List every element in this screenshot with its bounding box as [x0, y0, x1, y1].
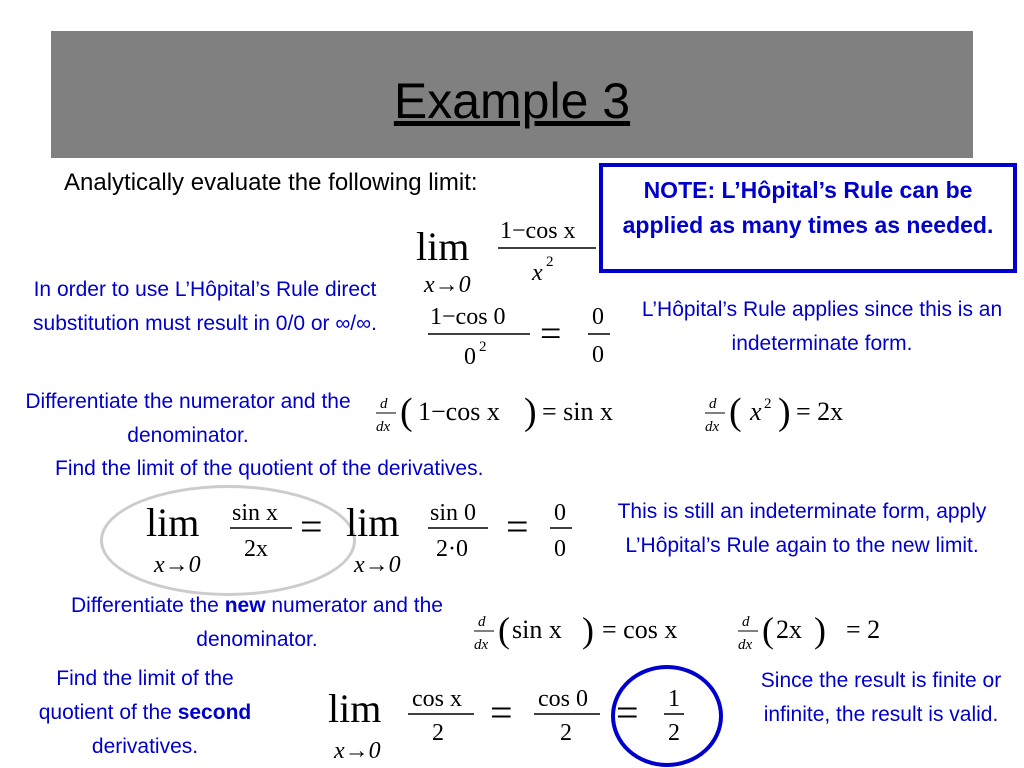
- svg-text:dx: dx: [376, 419, 391, 435]
- deriv-den-result: = 2x: [796, 397, 844, 426]
- svg-text:2: 2: [432, 720, 444, 746]
- svg-text:lim: lim: [146, 500, 200, 545]
- svg-text:2: 2: [668, 720, 680, 746]
- svg-text:): ): [778, 391, 791, 433]
- lim-subscript: x→0: [424, 272, 471, 298]
- slide-title: Example 3: [393, 73, 631, 129]
- svg-text:=: =: [300, 504, 323, 549]
- svg-text:cos x: cos x: [412, 686, 462, 712]
- svg-text:x→0: x→0: [354, 552, 401, 578]
- svg-text:2x: 2x: [776, 615, 802, 644]
- valid-note: Since the result is finite or infinite, the result is valid.: [760, 669, 1002, 726]
- svg-text:sin x: sin x: [232, 500, 279, 526]
- applies-note: L’Hôpital’s Rule applies since this is an indeterminate form.: [641, 298, 1003, 355]
- svg-text:x→0: x→0: [154, 552, 201, 578]
- svg-text:2·0: 2·0: [436, 536, 468, 562]
- sub-numerator: 1−cos 0: [430, 304, 506, 330]
- intro-text: Analytically evaluate the following limit:: [64, 169, 478, 196]
- svg-text:dx: dx: [474, 637, 489, 653]
- close-paren: ): [524, 391, 537, 433]
- svg-text:dx: dx: [738, 637, 753, 653]
- open-paren: (: [400, 391, 413, 433]
- still-indeterminate-note: This is still an indeterminate form, apply L’Hôpital’s Rule again to the new limit.: [617, 500, 987, 557]
- svg-text:d: d: [742, 614, 750, 630]
- svg-text:sin x: sin x: [512, 615, 562, 644]
- derivative-expressions: [372, 388, 892, 440]
- svg-text:1: 1: [668, 686, 680, 712]
- svg-text:(: (: [729, 391, 742, 433]
- svg-text:(: (: [762, 610, 774, 650]
- svg-text:= 2: = 2: [846, 615, 881, 644]
- equals-sign: =: [540, 313, 562, 355]
- numerator: 1−cos x: [500, 218, 576, 244]
- substitution-expression: [420, 296, 620, 376]
- svg-text:cos 0: cos 0: [538, 686, 588, 712]
- differentiate-new-note: Differentiate the new numerator and the denominator.: [70, 594, 443, 651]
- svg-text:2: 2: [764, 396, 772, 412]
- limit-expression: [410, 208, 610, 298]
- sub-denominator: 0: [464, 344, 476, 370]
- find-limit-second-note: Find the limit of the quotient of the second derivatives.: [38, 667, 252, 758]
- svg-text:2: 2: [479, 339, 487, 355]
- svg-text:d: d: [380, 396, 388, 412]
- svg-text:lim: lim: [328, 686, 382, 731]
- svg-text:d: d: [709, 396, 717, 412]
- svg-text:lim: lim: [346, 500, 400, 545]
- svg-text:=: =: [490, 690, 513, 735]
- svg-text:= cos x: = cos x: [602, 615, 678, 644]
- svg-text:0: 0: [592, 342, 604, 368]
- svg-text:=: =: [616, 690, 639, 735]
- svg-text:0: 0: [554, 500, 566, 526]
- svg-text:sin 0: sin 0: [430, 500, 477, 526]
- svg-text:0: 0: [592, 304, 604, 330]
- second-derivative-expressions: [470, 608, 900, 656]
- svg-text:=: =: [506, 504, 529, 549]
- svg-text:(: (: [498, 610, 510, 650]
- svg-text:0: 0: [554, 536, 566, 562]
- svg-text:dx: dx: [705, 419, 720, 435]
- svg-text:x→0: x→0: [334, 738, 381, 764]
- denominator-base: x: [532, 260, 543, 286]
- deriv-num-result: = sin x: [542, 397, 614, 426]
- differentiate-note: Differentiate the numerator and the denominator.: [25, 390, 351, 447]
- svg-text:): ): [582, 610, 594, 650]
- svg-text:2: 2: [560, 720, 572, 746]
- second-limit-expression: [140, 490, 580, 586]
- direct-substitution-note: In order to use L’Hôpital’s Rule direct substitution must result in 0/0 or ∞/∞.: [33, 278, 377, 335]
- final-limit-expression: [322, 676, 702, 768]
- svg-text:2x: 2x: [244, 536, 268, 562]
- lim-text: lim: [416, 224, 470, 269]
- svg-text:): ): [814, 610, 826, 650]
- svg-text:d: d: [478, 614, 486, 630]
- note-box: NOTE: L’Hôpital’s Rule can be applied as many times as needed.: [599, 163, 1017, 273]
- find-limit-quotient: Find the limit of the quotient of the derivatives.: [55, 457, 484, 480]
- title-bar: [51, 31, 973, 158]
- denominator-exp: 2: [546, 254, 554, 270]
- deriv-num-inner: 1−cos x: [418, 397, 500, 426]
- svg-text:x: x: [750, 397, 762, 426]
